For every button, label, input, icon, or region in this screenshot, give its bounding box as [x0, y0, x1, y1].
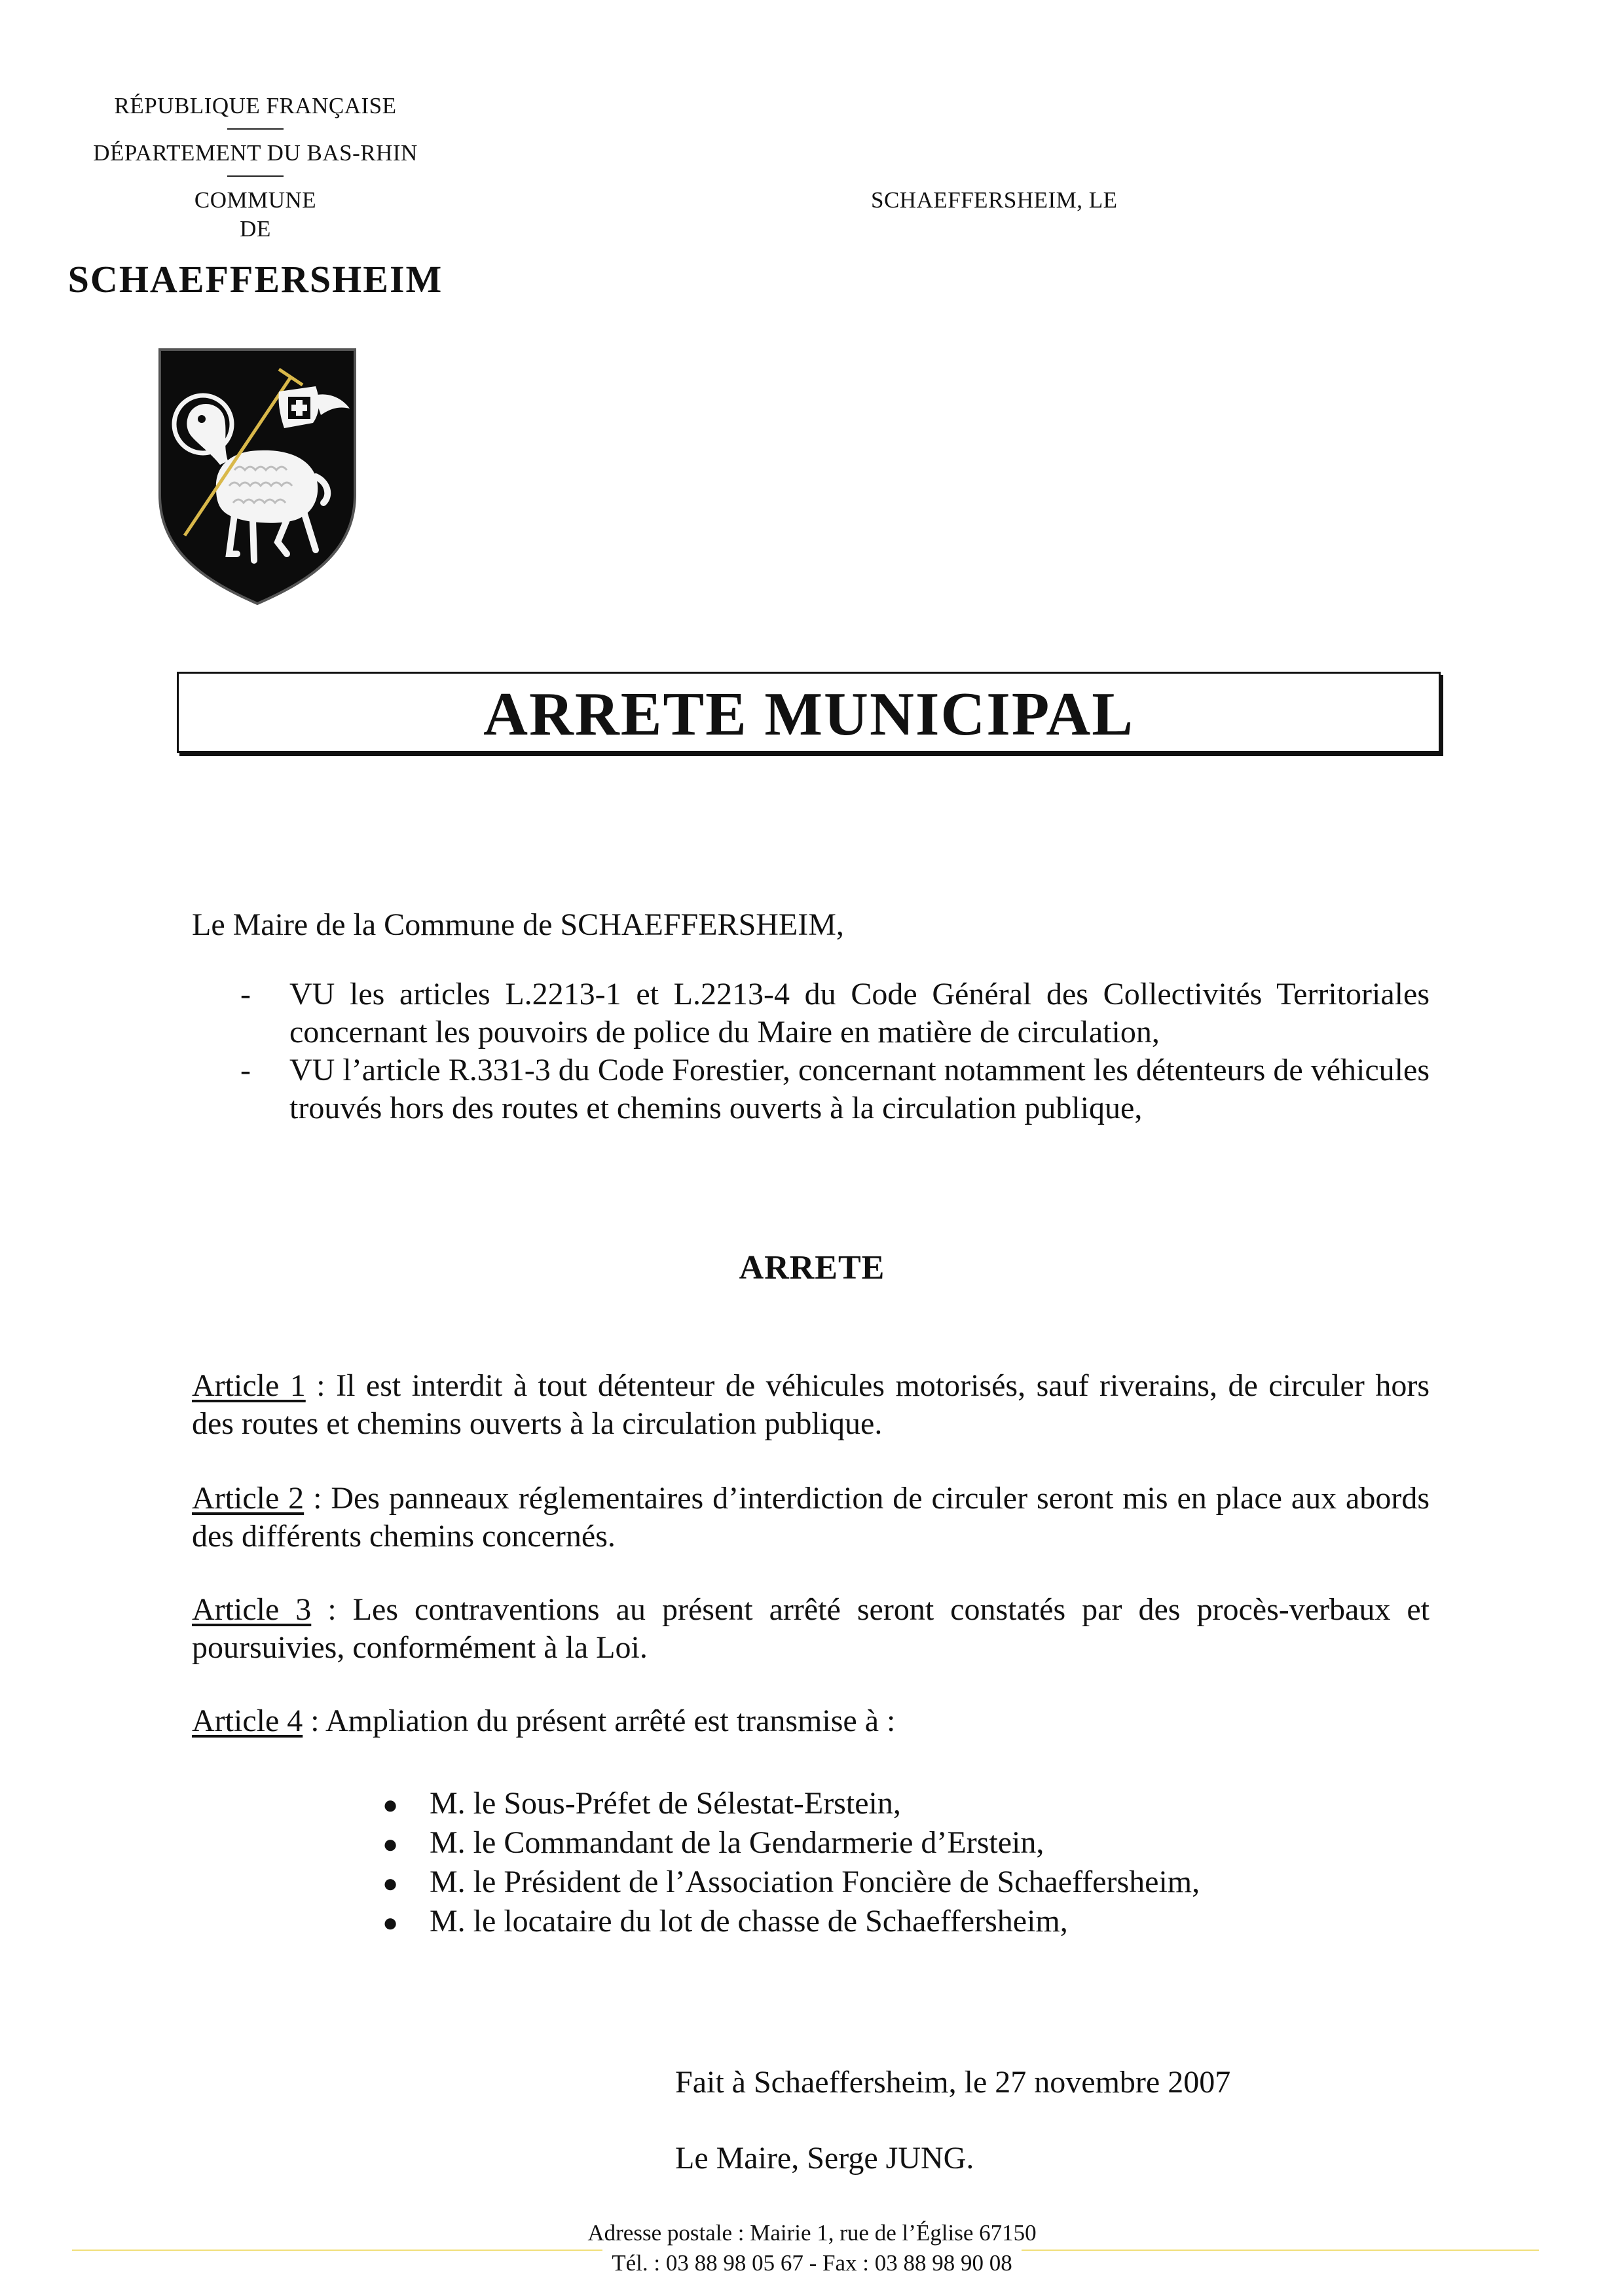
signatory: Le Maire, Serge JUNG.	[675, 2141, 974, 2176]
recipient-text: M. le Président de l’Association Foncière de Schaeffersheim,	[430, 1865, 1200, 1899]
recipients-list	[382, 1785, 1430, 1942]
city-name: SCHAEFFERSHEIM	[67, 258, 443, 301]
list-item	[192, 975, 1430, 1051]
article-text: : Ampliation du présent arrêté est transmise à :	[303, 1704, 896, 1738]
consideration-text: VU l’article R.331-3 du Code Forestier, concernant notamment les détenteurs de véhicules trouvés hors des routes et chemins ouverts à la circulation publique,	[289, 1053, 1430, 1125]
commune-line: COMMUNE	[194, 187, 317, 213]
letterhead	[52, 92, 458, 301]
article-4	[192, 1702, 1430, 1740]
letterhead-separator	[227, 128, 284, 130]
letterhead-separator	[227, 175, 284, 177]
article-1	[192, 1367, 1430, 1443]
list-item	[382, 1863, 1430, 1903]
title-box	[177, 672, 1441, 753]
list-item	[382, 1903, 1430, 1942]
article-2	[192, 1480, 1430, 1556]
footer-contact: Tél. : 03 88 98 05 67 - Fax : 03 88 98 90 08	[602, 2248, 1022, 2278]
recipient-text: M. le Sous-Préfet de Sélestat-Erstein,	[430, 1786, 901, 1821]
article-text: : Les contraventions au présent arrêté seront constatés par des procès-verbaux et poursuivies, conformément à la Loi.	[192, 1592, 1430, 1665]
intro-line: Le Maire de la Commune de SCHAEFFERSHEIM,	[192, 907, 844, 942]
document-title: ARRETE MUNICIPAL	[483, 680, 1134, 748]
bullet-icon: ●	[382, 1829, 399, 1859]
article-label: Article 3	[192, 1592, 312, 1627]
place-date-header: SCHAEFFERSHEIM, LE	[871, 187, 1118, 213]
article-text: : Il est interdit à tout détenteur de véhicules motorisés, sauf riverains, de circuler hors des routes et chemins ouverts à la circulation publique.	[192, 1368, 1430, 1441]
recipient-text: M. le Commandant de la Gendarmerie d’Erstein,	[430, 1825, 1044, 1860]
department-line: DÉPARTEMENT DU BAS-RHIN	[93, 140, 418, 166]
bullet-icon: ●	[382, 1790, 399, 1819]
commune-de-line: DE	[240, 216, 271, 242]
list-item	[382, 1824, 1430, 1863]
article-3	[192, 1591, 1430, 1667]
coat-of-arms-icon	[156, 346, 359, 608]
dash-marker: -	[240, 1053, 251, 1087]
republic-line: RÉPUBLIQUE FRANÇAISE	[114, 93, 397, 118]
list-item	[192, 1051, 1430, 1127]
article-label: Article 4	[192, 1704, 303, 1738]
signature-place-date: Fait à Schaeffersheim, le 27 novembre 2007	[675, 2065, 1231, 2100]
considerations-list	[192, 975, 1430, 1127]
footer-address: Adresse postale : Mairie 1, rue de l’Église 67150	[578, 2218, 1045, 2248]
article-text: : Des panneaux réglementaires d’interdiction de circuler seront mis en place aux abords des différents chemins concernés.	[192, 1481, 1430, 1554]
footer	[0, 2218, 1624, 2278]
article-label: Article 1	[192, 1368, 306, 1403]
list-item	[382, 1785, 1430, 1824]
bullet-icon: ●	[382, 1908, 399, 1937]
recipient-text: M. le locataire du lot de chasse de Schaeffersheim,	[430, 1904, 1068, 1939]
consideration-text: VU les articles L.2213-1 et L.2213-4 du Code Général des Collectivités Territoriales concernant les pouvoirs de police du Maire en matière de circulation,	[289, 977, 1430, 1049]
arrete-heading: ARRETE	[739, 1249, 885, 1286]
article-label: Article 2	[192, 1481, 304, 1516]
dash-marker: -	[240, 977, 251, 1011]
bullet-icon: ●	[382, 1868, 399, 1898]
